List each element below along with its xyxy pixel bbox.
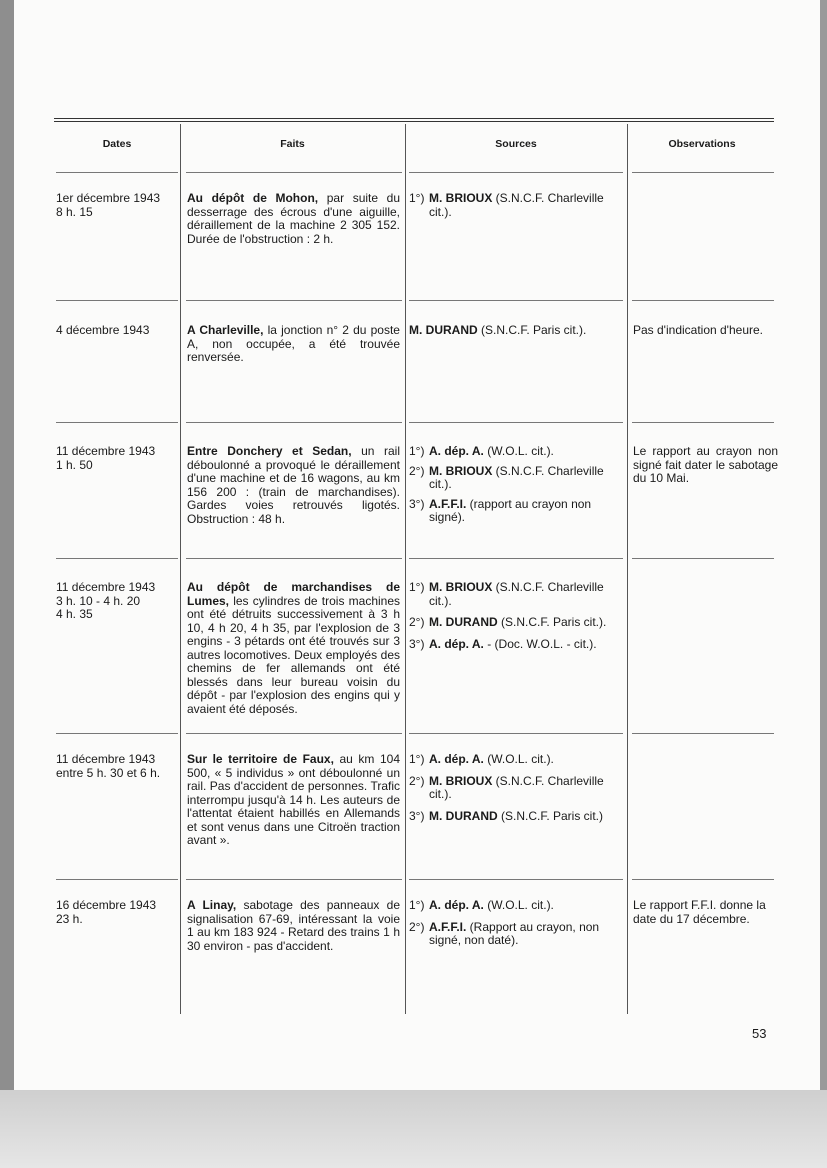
source-text: (rapport au crayon non signé). bbox=[429, 496, 592, 524]
row-separator bbox=[409, 422, 623, 423]
date-line: 11 décembre 1943 bbox=[56, 752, 156, 766]
fait-place: Au dépôt de marchandises de Lumes, bbox=[187, 580, 400, 608]
fait-place: Entre Donchery et Sedan, bbox=[187, 444, 352, 458]
observation-cell: Le rapport F.F.I. donne la date du 17 décembre. bbox=[633, 898, 766, 926]
row-separator bbox=[186, 558, 402, 559]
fait-text: au km 104 500, « 5 individus » ont déboulonné un rail. Pas d'accident de personnes. Trafic interrompu jusqu'à 14 h. Les auteurs de l'attentat étaient habillés en Allemands et sont venus dans une Citroën traction avant ». bbox=[187, 752, 400, 847]
source-number: 1°) bbox=[409, 191, 425, 205]
header-dates: Dates bbox=[102, 138, 132, 150]
source-item bbox=[409, 638, 624, 652]
source-number: 3°) bbox=[409, 808, 425, 823]
row-separator bbox=[56, 733, 178, 734]
date-line: 8 h. 15 bbox=[56, 204, 93, 219]
source-item bbox=[409, 192, 624, 219]
fait-cell bbox=[187, 753, 400, 848]
date-cell bbox=[56, 753, 178, 780]
source-author: M. BRIOUX bbox=[429, 580, 493, 594]
row-separator bbox=[186, 300, 402, 301]
date-line: 3 h. 10 - 4 h. 20 bbox=[56, 593, 141, 608]
observation-cell: Pas d'indication d'heure. bbox=[633, 323, 764, 337]
source-item bbox=[409, 498, 624, 525]
source-text: (S.N.C.F. Charleville cit.). bbox=[429, 580, 604, 608]
source-item bbox=[409, 616, 624, 630]
sources-cell bbox=[409, 581, 624, 657]
sources-cell bbox=[409, 445, 624, 531]
source-author: M. BRIOUX bbox=[429, 463, 493, 478]
source-author: M. DURAND bbox=[429, 615, 498, 629]
fait-place: Au dépôt de Mohon, bbox=[187, 191, 319, 205]
row-separator bbox=[632, 172, 774, 173]
source-item bbox=[409, 921, 624, 948]
row-separator bbox=[56, 879, 178, 880]
scan-bottom-strip bbox=[0, 1090, 827, 1168]
date-cell bbox=[56, 899, 178, 926]
date-line: 23 h. bbox=[56, 911, 83, 926]
source-author: A. dép. A. bbox=[429, 752, 484, 766]
header-sources: Sources bbox=[495, 138, 537, 150]
row-separator bbox=[632, 733, 774, 734]
source-text: (W.O.L. cit.). bbox=[483, 752, 554, 766]
source-number: 3°) bbox=[409, 636, 425, 651]
source-author: M. DURAND bbox=[429, 808, 498, 823]
source-number: 1°) bbox=[409, 444, 425, 458]
source-item bbox=[409, 899, 624, 913]
source-text: (S.N.C.F. Charleville cit.). bbox=[429, 773, 604, 801]
sources-cell bbox=[409, 753, 624, 829]
source-text: - (Doc. W.O.L. - cit.). bbox=[483, 636, 597, 651]
source-item bbox=[409, 753, 624, 767]
observation-cell: Le rapport au crayon non signé fait dater le sabotage du 10 Mai. bbox=[633, 444, 778, 485]
source-text: (S.N.C.F. Paris cit.) bbox=[497, 808, 604, 823]
row-separator bbox=[409, 733, 623, 734]
row-separator bbox=[186, 879, 402, 880]
fait-cell bbox=[187, 445, 400, 526]
date-cell bbox=[56, 581, 178, 622]
column-divider bbox=[180, 124, 181, 1014]
source-text: (S.N.C.F. Paris cit.). bbox=[477, 323, 587, 337]
top-rule bbox=[54, 121, 774, 122]
row-separator bbox=[632, 558, 774, 559]
source-item bbox=[409, 810, 624, 824]
row-separator bbox=[56, 300, 178, 301]
fait-text: les cylindres de trois machines ont été détruits successivement à 3 h 10, 4 h 20, 4 h 35, par l'explosion de 3 engins - 3 pétards ont été trouvés sur 3 autres locomotives. Deux employés des chemins de fer allemands ont été blessés dans leur bureau voisin du dépôt - par l'explosion des engins qui y avaient été déposés. bbox=[187, 593, 400, 716]
source-text: (S.N.C.F. Charleville cit.). bbox=[429, 463, 604, 491]
fait-text: par suite du desserrage des écrous d'une aiguille, déraillement de la machine 2 305 152. Durée de l'obstruction : 2 h. bbox=[187, 191, 401, 246]
source-item bbox=[409, 445, 624, 459]
fait-cell bbox=[187, 192, 400, 246]
date-cell bbox=[56, 445, 178, 472]
source-number: 2°) bbox=[409, 773, 425, 788]
sources-cell bbox=[409, 192, 624, 225]
row-separator bbox=[409, 172, 623, 173]
sources-cell bbox=[409, 899, 624, 954]
row-separator bbox=[632, 422, 774, 423]
source-number: 2°) bbox=[409, 615, 425, 629]
source-author: M. BRIOUX bbox=[429, 191, 493, 205]
page-number: 53 bbox=[752, 1026, 767, 1041]
source-author: A.F.F.I. bbox=[429, 496, 467, 511]
row-separator bbox=[632, 300, 774, 301]
row-separator bbox=[409, 558, 623, 559]
row-separator bbox=[409, 300, 623, 301]
source-text: (W.O.L. cit.). bbox=[483, 898, 554, 912]
source-text: (S.N.C.F. Paris cit.). bbox=[497, 615, 607, 629]
date-cell bbox=[56, 324, 178, 338]
sources-cell bbox=[409, 324, 624, 344]
fait-place: A Linay, bbox=[187, 898, 237, 912]
row-separator bbox=[186, 172, 402, 173]
source-author: A. dép. A. bbox=[429, 898, 484, 912]
date-line: 1er décembre 1943 bbox=[56, 191, 161, 205]
top-rule bbox=[54, 118, 774, 119]
date-line: 4 décembre 1943 bbox=[56, 323, 150, 337]
date-line: 16 décembre 1943 bbox=[56, 898, 157, 912]
source-item bbox=[409, 465, 624, 492]
source-number: 3°) bbox=[409, 496, 425, 511]
fait-text: sabotage des panneaux de signalisation 67-69, intéressant la voie 1 au km 183 924 - Retard des trains 1 h 30 environ - pas d'accident. bbox=[187, 898, 400, 953]
source-author: A. dép. A. bbox=[429, 636, 484, 651]
source-number: 2°) bbox=[409, 463, 425, 478]
source-number: 1°) bbox=[409, 752, 425, 766]
column-divider bbox=[627, 124, 628, 1014]
header-observations: Observations bbox=[668, 138, 736, 150]
row-separator bbox=[56, 172, 178, 173]
fait-place: A Charleville, bbox=[187, 323, 264, 337]
source-number: 1°) bbox=[409, 898, 425, 912]
source-item bbox=[409, 775, 624, 802]
date-line: 11 décembre 1943 bbox=[56, 444, 156, 458]
date-line: 1 h. 50 bbox=[56, 457, 93, 472]
fait-cell bbox=[187, 324, 400, 365]
source-text: (S.N.C.F. Charleville cit.). bbox=[429, 191, 604, 219]
source-author: M. DURAND bbox=[409, 323, 478, 337]
date-line: 11 décembre 1943 bbox=[56, 580, 156, 594]
row-separator bbox=[56, 422, 178, 423]
source-item bbox=[409, 324, 624, 338]
date-line: entre 5 h. 30 et 6 h. bbox=[56, 765, 161, 780]
row-separator bbox=[632, 879, 774, 880]
row-separator bbox=[186, 733, 402, 734]
source-number: 2°) bbox=[409, 919, 425, 934]
column-divider bbox=[405, 124, 406, 1014]
row-separator bbox=[56, 558, 178, 559]
date-line: 4 h. 35 bbox=[56, 607, 93, 621]
date-cell bbox=[56, 192, 178, 219]
fait-text: la jonction n° 2 du poste A, non occupée, a été trouvée renversée. bbox=[187, 323, 400, 364]
header-faits: Faits bbox=[280, 138, 305, 150]
row-separator bbox=[186, 422, 402, 423]
fait-cell bbox=[187, 899, 400, 953]
fait-text: un rail déboulonné a provoqué le déraillement d'une machine et de 16 wagons, au km 156 200 : (train de marchandises). Gardes voies retrouvés ligotés. Obstruction : 48 h. bbox=[187, 444, 400, 526]
source-author: A. dép. A. bbox=[429, 444, 484, 458]
fait-cell bbox=[187, 581, 400, 716]
row-separator bbox=[409, 879, 623, 880]
source-author: A.F.F.I. bbox=[429, 919, 467, 934]
source-item bbox=[409, 581, 624, 608]
page-left-edge bbox=[0, 0, 14, 1090]
source-text: (W.O.L. cit.). bbox=[483, 444, 554, 458]
source-text: (Rapport au crayon, non signé, non daté). bbox=[429, 919, 600, 947]
source-author: M. BRIOUX bbox=[429, 773, 493, 788]
fait-place: Sur le territoire de Faux, bbox=[187, 752, 334, 766]
source-number: 1°) bbox=[409, 580, 425, 594]
